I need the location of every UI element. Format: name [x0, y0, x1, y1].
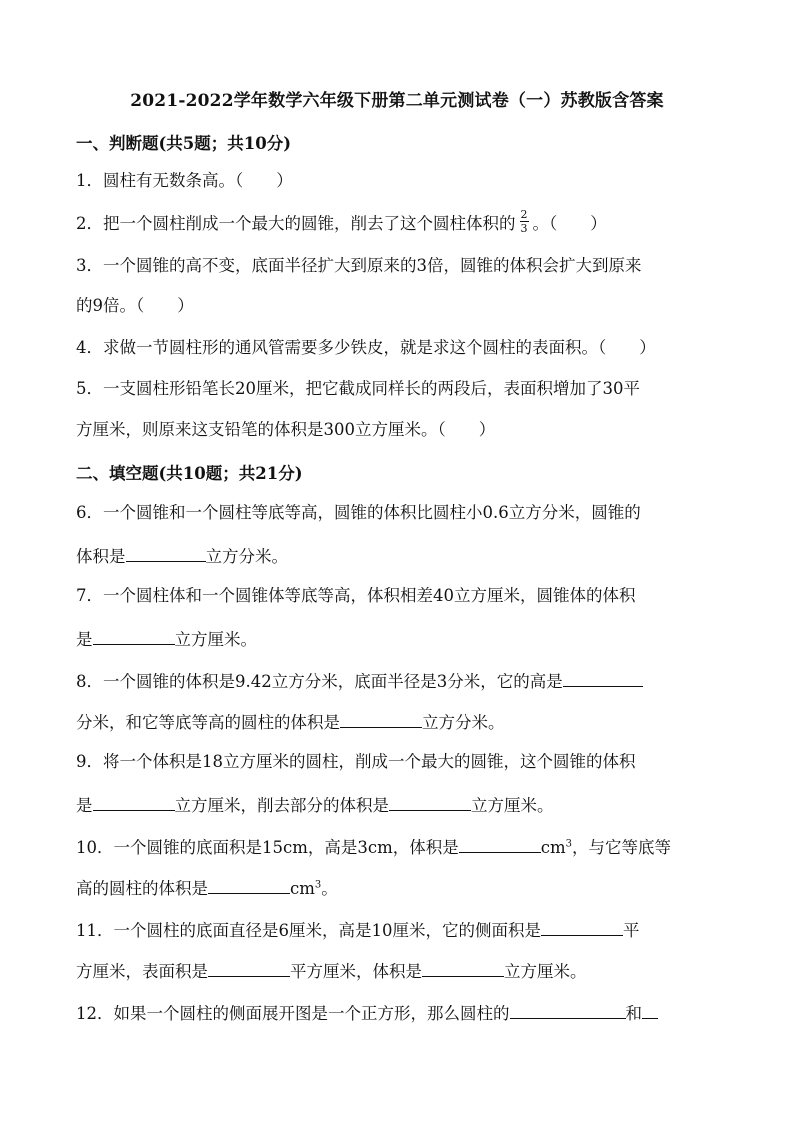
question-6-line-1: 6．一个圆锥和一个圆柱等底等高，圆锥的体积比圆柱小0.6立方分米，圆锥的	[76, 503, 641, 522]
answer-blank[interactable]	[93, 792, 175, 811]
question-11-text-a: 11．一个圆柱的底面直径是6厘米，高是10厘米，它的侧面积是	[76, 921, 541, 940]
question-12-line-1	[76, 1000, 658, 1025]
answer-blank[interactable]	[459, 834, 541, 853]
question-6-text-b: 立方分米。	[205, 547, 288, 566]
question-10-line-1	[76, 834, 671, 859]
question-11-text-d: 平方厘米，体积是	[290, 962, 422, 981]
answer-blank[interactable]	[126, 543, 206, 562]
answer-blank[interactable]	[389, 792, 471, 811]
question-1: 1．圆柱有无数条高。（ ）	[76, 171, 293, 190]
question-9-line-2	[76, 792, 554, 817]
question-5-line-2: 方厘米，则原来这支铅笔的体积是300立方厘米。（ ）	[76, 420, 496, 439]
question-7-line-1: 7．一个圆柱体和一个圆锥体等底等高，体积相差40立方厘米，圆锥体的体积	[76, 586, 636, 605]
question-9-text-c: 立方厘米。	[471, 796, 554, 815]
question-2-tail: 。（ ）	[532, 214, 607, 233]
answer-blank[interactable]	[208, 958, 290, 977]
question-9-line-1: 9．将一个体积是18立方厘米的圆柱，削成一个最大的圆锥，这个圆锥的体积	[76, 752, 636, 771]
question-7-text-a: 是	[76, 630, 93, 649]
superscript-3: 3	[565, 838, 573, 850]
page-title: 2021-2022学年数学六年级下册第二单元测试卷（一）苏教版含答案	[130, 91, 664, 111]
question-3-line-1: 3．一个圆锥的高不变，底面半径扩大到原来的3倍，圆锥的体积会扩大到原来	[76, 256, 642, 275]
fraction-numerator: 2	[520, 208, 528, 221]
question-10-text-d: 。	[321, 879, 338, 898]
question-2	[76, 208, 607, 237]
question-7-text-b: 立方厘米。	[174, 630, 257, 649]
question-10-text-a: 10．一个圆锥的底面积是15cm，高是3cm，体积是	[76, 838, 459, 857]
question-5-line-1: 5．一支圆柱形铅笔长20厘米，把它截成同样长的两段后，表面积增加了30平	[76, 379, 640, 398]
question-8-line-1	[76, 668, 643, 693]
question-7-line-2	[76, 626, 257, 651]
question-10-text-c: 高的圆柱的体积是	[76, 879, 208, 898]
answer-blank[interactable]	[340, 709, 422, 728]
answer-blank[interactable]	[563, 668, 643, 687]
question-11-text-c: 方厘米，表面积是	[76, 962, 208, 981]
question-10-line-2	[76, 875, 338, 900]
fraction-two-thirds	[520, 209, 529, 234]
question-11-line-1	[76, 917, 640, 942]
question-12-text-a: 12．如果一个圆柱的侧面展开图是一个正方形，那么圆柱的	[76, 1004, 510, 1023]
answer-blank[interactable]	[208, 875, 290, 894]
question-12-text-b: 和	[625, 1004, 642, 1023]
question-9-text-a: 是	[76, 796, 93, 815]
answer-blank[interactable]	[422, 958, 504, 977]
question-11-text-e: 立方厘米。	[504, 962, 587, 981]
answer-blank[interactable]	[510, 1000, 626, 1019]
question-8-line-2	[76, 709, 505, 734]
answer-blank[interactable]	[541, 917, 623, 936]
section-heading-true-false: 一、判断题(共5题；共10分)	[76, 134, 292, 153]
unit-cm: cm	[540, 838, 566, 857]
answer-blank[interactable]	[93, 626, 175, 645]
question-8-text-a: 8．一个圆锥的体积是9.42立方分米，底面半径是3分米，它的高是	[76, 672, 563, 691]
unit-cm: cm	[290, 879, 315, 898]
question-2-text: 2．把一个圆柱削成一个最大的圆锥，削去了这个圆柱体积的	[76, 214, 516, 233]
answer-blank[interactable]	[642, 1000, 658, 1019]
question-11-line-2	[76, 958, 587, 983]
question-6-line-2	[76, 543, 288, 568]
question-10-text-b: ，与它等底等	[572, 838, 672, 857]
superscript-3: 3	[314, 879, 322, 891]
question-6-text-a: 体积是	[76, 547, 126, 566]
question-9-text-b: 立方厘米，削去部分的体积是	[174, 796, 389, 815]
question-3-line-2: 的9倍。（ ）	[76, 296, 194, 315]
question-8-text-c: 立方分米。	[422, 713, 505, 732]
question-11-text-b: 平	[623, 921, 640, 940]
section-heading-fill-blank: 二、填空题(共10题；共21分)	[76, 464, 303, 483]
question-8-text-b: 分米，和它等底等高的圆柱的体积是	[76, 713, 340, 732]
question-4: 4．求做一节圆柱形的通风管需要多少铁皮，就是求这个圆柱的表面积。（ ）	[76, 338, 656, 357]
fraction-denominator: 3	[520, 222, 528, 235]
